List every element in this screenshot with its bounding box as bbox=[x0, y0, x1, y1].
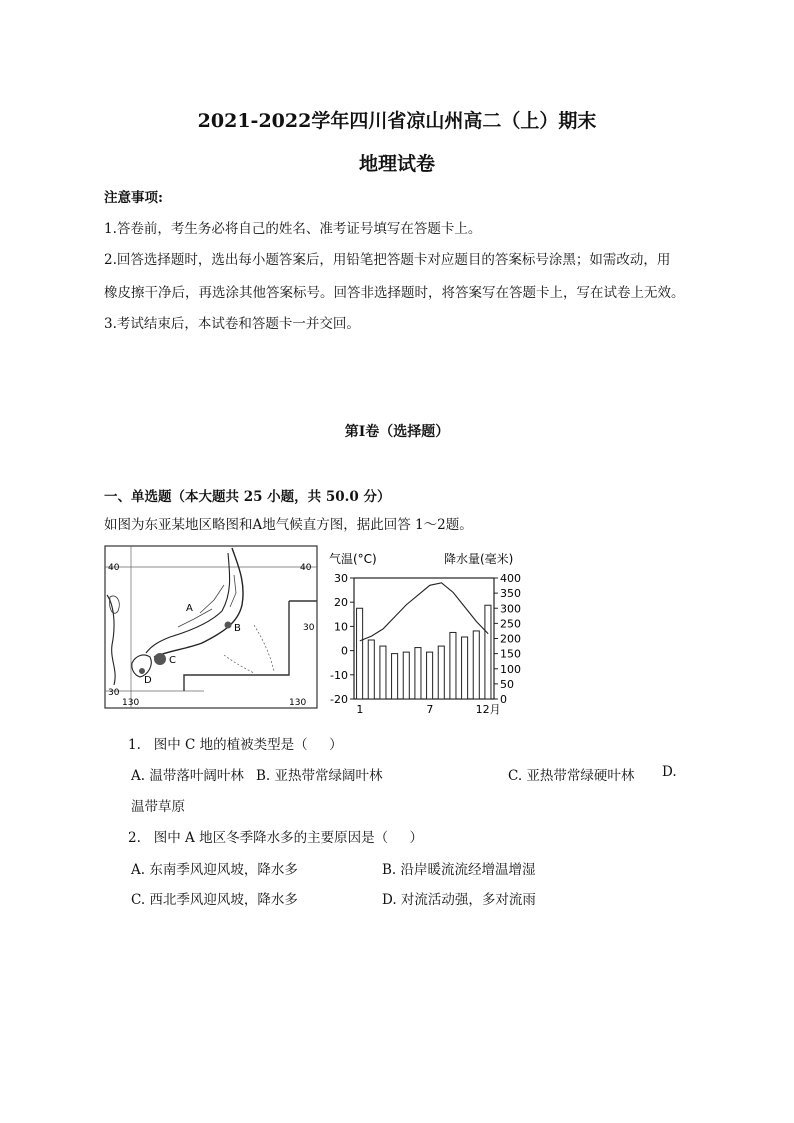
east-asia-map bbox=[104, 545, 318, 709]
precipitation-bar bbox=[462, 637, 468, 699]
y-left-tick-label: 30 bbox=[334, 572, 348, 585]
q2-option-c: C. 西北季风迎风坡，降水多 bbox=[131, 892, 298, 908]
part-heading: 一、单选题（本大题共 25 小题，共 50.0 分） bbox=[104, 489, 391, 505]
y-right-tick-label: 50 bbox=[500, 677, 514, 691]
chart-title-left: 气温(°C) bbox=[329, 552, 377, 566]
precipitation-bar bbox=[427, 652, 433, 699]
y-right-tick-label: 300 bbox=[500, 602, 521, 616]
precipitation-bar bbox=[368, 640, 374, 699]
q1-option-d: D. bbox=[662, 764, 677, 780]
map-frame bbox=[105, 546, 317, 708]
y-right-tick-label: 150 bbox=[500, 647, 521, 661]
y-right-tick-label: 200 bbox=[500, 632, 521, 646]
map-label-lon-130-right: 130 bbox=[289, 698, 307, 708]
map-label-a: A bbox=[186, 603, 193, 614]
section-title: 第Ⅰ卷（选择题） bbox=[344, 424, 450, 440]
exam-subtitle: 地理试卷 bbox=[358, 153, 435, 175]
precipitation-bar bbox=[357, 608, 363, 699]
precipitation-bar bbox=[415, 648, 421, 699]
y-left-tick-label: -10 bbox=[330, 668, 348, 682]
map-label-lat-40-left: 40 bbox=[108, 563, 120, 573]
y-left-tick-label: -20 bbox=[330, 693, 348, 706]
q2-option-b: B. 沿岸暖流流经增温增湿 bbox=[382, 862, 536, 878]
q2-option-a: A. 东南季风迎风坡，降水多 bbox=[131, 862, 298, 878]
y-right-tick-label: 250 bbox=[500, 617, 521, 631]
q2-option-d: D. 对流活动强，多对流雨 bbox=[382, 892, 536, 908]
q1-option-d-text: 温带草原 bbox=[131, 799, 185, 815]
precipitation-bar bbox=[438, 646, 444, 699]
q1-option-a: A. 温带落叶阔叶林 bbox=[131, 768, 244, 784]
precipitation-bar bbox=[473, 631, 479, 699]
notice-item-2-line-1: 2.回答选择题时，选出每小题答案后，用铅笔把答题卡对应题目的答案标号涂黑；如需改动，用 bbox=[104, 252, 671, 268]
question-2-stem: 2. 图中 A 地区冬季降水多的主要原因是（ ） bbox=[128, 830, 424, 846]
x-tick-label: 7 bbox=[426, 703, 434, 716]
exam-title: 2021-2022学年四川省凉山州高二（上）期末 bbox=[197, 110, 597, 132]
map-label-c: C bbox=[169, 655, 176, 666]
notice-heading: 注意事项: bbox=[104, 190, 163, 206]
x-tick-label: 1 bbox=[356, 703, 364, 716]
map-label-lat-30-right: 30 bbox=[303, 623, 315, 633]
y-right-tick-label: 100 bbox=[500, 662, 521, 676]
precipitation-bar bbox=[450, 632, 456, 699]
q1-option-b: B. 亚热带常绿阔叶林 bbox=[256, 768, 383, 784]
climate-chart bbox=[322, 548, 532, 724]
y-left-tick-label: 10 bbox=[334, 620, 348, 634]
y-right-tick-label: 350 bbox=[500, 587, 521, 601]
map-label-lat-40-right: 40 bbox=[300, 563, 312, 573]
notice-item-1: 1.答卷前，考生务必将自己的姓名、准考证号填写在答题卡上。 bbox=[104, 221, 482, 237]
point-d-marker bbox=[139, 668, 145, 674]
point-b-marker bbox=[225, 622, 232, 629]
x-tick-label: 12月 bbox=[475, 703, 501, 716]
precipitation-bar bbox=[403, 652, 409, 699]
y-right-tick-label: 0 bbox=[500, 693, 507, 706]
precipitation-bar bbox=[392, 654, 398, 699]
y-left-tick-label: 0 bbox=[341, 644, 348, 658]
notice-item-3: 3.考试结束后，本试卷和答题卡一并交回。 bbox=[104, 316, 360, 332]
y-left-tick-label: 20 bbox=[334, 596, 348, 610]
question-intro: 如图为东亚某地区略图和A地气候直方图，据此回答 1～2题。 bbox=[104, 517, 473, 533]
map-label-lat-30-left: 30 bbox=[108, 688, 120, 698]
map-label-b: B bbox=[234, 623, 241, 634]
q1-option-c: C. 亚热带常绿硬叶林 bbox=[508, 768, 635, 784]
precipitation-bar bbox=[485, 605, 491, 699]
point-c-marker bbox=[154, 653, 166, 665]
temperature-line bbox=[360, 583, 488, 641]
notice-item-2-line-2: 橡皮擦干净后，再选涂其他答案标号。回答非选择题时，将答案写在答题卡上，写在试卷上无效。 bbox=[104, 285, 685, 301]
chart-title-right: 降水量(毫米) bbox=[444, 552, 514, 566]
question-1-stem: 1. 图中 C 地的植被类型是（ ） bbox=[128, 737, 343, 753]
map-label-d: D bbox=[144, 675, 152, 686]
map-label-lon-130-left: 130 bbox=[122, 698, 140, 708]
precipitation-bar bbox=[380, 646, 386, 699]
y-right-tick-label: 400 bbox=[500, 572, 521, 585]
